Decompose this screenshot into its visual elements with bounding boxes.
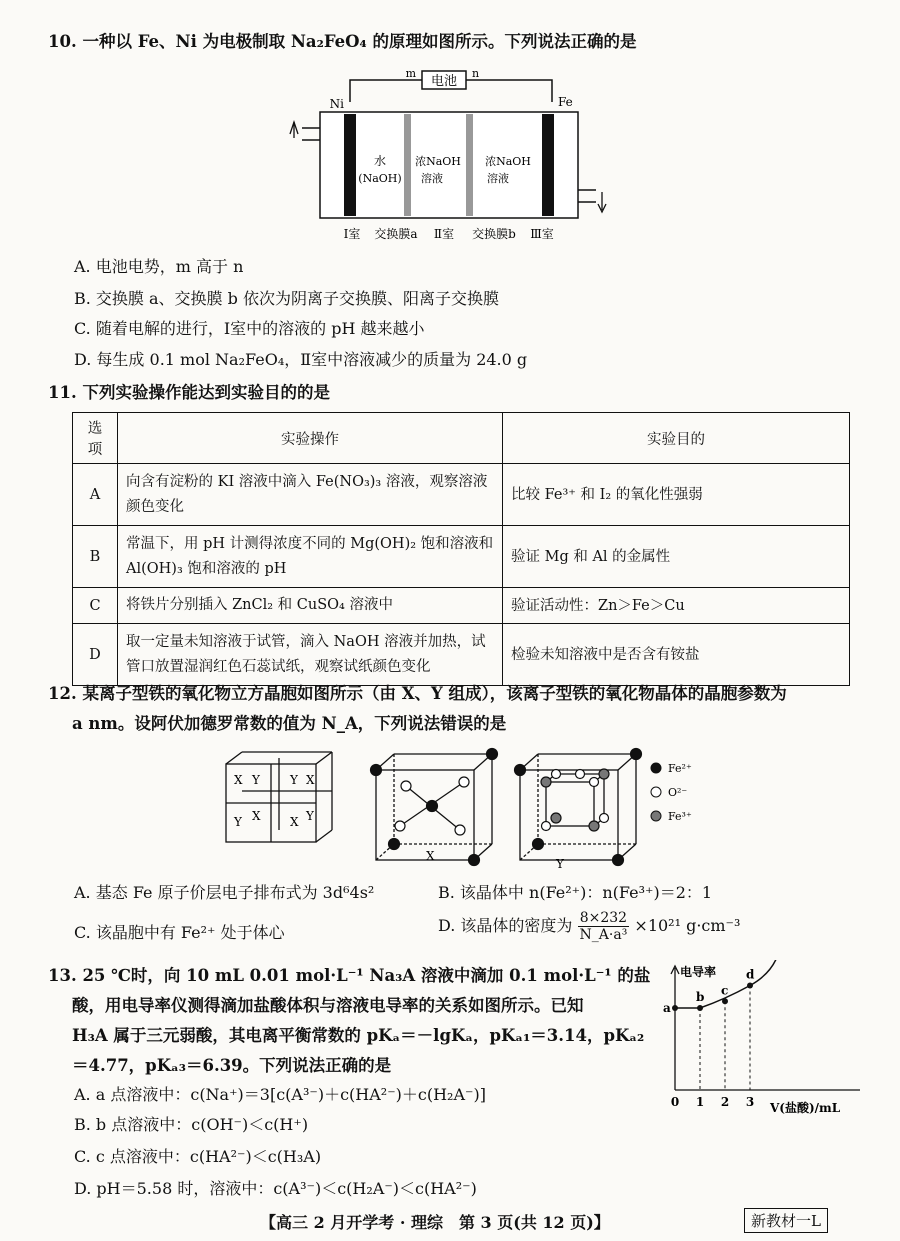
q13-title-2: 酸，用电导率仪测得滴加盐酸体积与溶液电导率的关系如图所示。已知 bbox=[72, 996, 584, 1015]
cube-x1: X bbox=[234, 773, 243, 787]
label-membrane-b: 交换膜b bbox=[472, 227, 516, 241]
q13-option-a: A. a 点溶液中：c(Na⁺)＝3[c(A³⁻)＋c(HA²⁻)＋c(H₂A⁻)] bbox=[74, 1085, 486, 1104]
room1-text2: (NaOH) bbox=[358, 172, 402, 185]
battery-m: m bbox=[405, 67, 416, 80]
table-row bbox=[73, 464, 850, 526]
q13-title-4: ＝4.77，pKₐ₃＝6.39。下列说法正确的是 bbox=[72, 1056, 392, 1075]
membrane-a bbox=[404, 114, 411, 216]
row-option: D bbox=[73, 624, 118, 686]
cube-y2: Y bbox=[290, 773, 298, 787]
header-option: 选项 bbox=[73, 413, 118, 464]
header-purpose: 实验目的 bbox=[503, 413, 850, 464]
cube-y1: Y bbox=[252, 773, 260, 787]
label-room1: Ⅰ室 bbox=[343, 227, 361, 241]
point-label-a: a bbox=[663, 1001, 671, 1015]
q12-option-b: B. 该晶体中 n(Fe²⁺)：n(Fe³⁺)＝2：1 bbox=[438, 883, 713, 902]
q12-option-d bbox=[438, 910, 740, 943]
cube-y4: Y bbox=[306, 809, 314, 823]
fe-label: Fe bbox=[558, 95, 573, 109]
q13-option-c: C. c 点溶液中：c(HA²⁻)＜c(H₃A) bbox=[74, 1147, 322, 1166]
y-axis-label: 电导率 bbox=[680, 965, 717, 979]
row-purpose: 验证 Mg 和 Al 的金属性 bbox=[503, 526, 850, 588]
legend-fe3-icon bbox=[651, 811, 661, 821]
fraction-numerator: 8×232 bbox=[578, 910, 630, 927]
x-axis-label: V(盐酸)/mL bbox=[770, 1101, 841, 1115]
data-point-c bbox=[722, 998, 728, 1004]
legend-fe2: Fe²⁺ bbox=[668, 762, 692, 775]
q12-option-c: C. 该晶胞中有 Fe²⁺ 处于体心 bbox=[74, 923, 285, 942]
row-option: B bbox=[73, 526, 118, 588]
table-row bbox=[73, 526, 850, 588]
row-purpose: 检验未知溶液中是否含有铵盐 bbox=[503, 624, 850, 686]
row-purpose: 比较 Fe³⁺ 和 I₂ 的氧化性强弱 bbox=[503, 464, 850, 526]
row-operation: 常温下，用 pH 计测得浓度不同的 Mg(OH)₂ 饱和溶液和 Al(OH)₃ 饱和溶液的 pH bbox=[118, 526, 503, 588]
row-operation: 向含有淀粉的 KI 溶液中滴入 Fe(NO₃)₃ 溶液，观察溶液颜色变化 bbox=[118, 464, 503, 526]
ni-electrode bbox=[344, 114, 356, 216]
q13-option-b: B. b 点溶液中：c(OH⁻)＜c(H⁺) bbox=[74, 1115, 309, 1134]
q10-title: 10. 一种以 Fe、Ni 为电极制取 Na₂FeO₄ 的原理如图所示。下列说法正确的是 bbox=[48, 32, 637, 51]
q13-title-1: 13. 25 ℃时，向 10 mL 0.01 mol·L⁻¹ Na₃A 溶液中滴加 0.1 mol·L⁻¹ 的盐 bbox=[48, 966, 651, 985]
crystal-legend bbox=[651, 762, 692, 823]
fraction-denominator: N_A·a³ bbox=[579, 927, 628, 943]
q12-d-prefix: D. 该晶体的密度为 bbox=[438, 916, 573, 935]
point-label-c: c bbox=[721, 983, 729, 998]
q10-option-a: A. 电池电势，m 高于 n bbox=[74, 257, 244, 276]
room3-text2: 溶液 bbox=[487, 172, 509, 185]
q10-option-b: B. 交换膜 a、交换膜 b 依次为阴离子交换膜、阳离子交换膜 bbox=[74, 289, 499, 308]
experiment-table bbox=[72, 412, 850, 686]
q13-title-3: H₃A 属于三元弱酸，其电离平衡常数的 pKₐ＝－lgKₐ，pKₐ₁＝3.14，pKₐ₂ bbox=[72, 1026, 645, 1045]
room2-text1: 浓NaOH bbox=[415, 155, 461, 168]
membrane-b bbox=[466, 114, 473, 216]
q13-option-d: D. pH＝5.58 时，溶液中：c(A³⁻)＜c(H₂A⁻)＜c(HA²⁻) bbox=[74, 1179, 477, 1198]
cube-x2: X bbox=[306, 773, 315, 787]
x-tick-label: 0 bbox=[670, 1095, 680, 1109]
x-tick-label: 2 bbox=[720, 1095, 730, 1109]
data-point-a bbox=[672, 1005, 678, 1011]
q10-option-d: D. 每生成 0.1 mol Na₂FeO₄，Ⅱ室中溶液减少的质量为 24.0 g bbox=[74, 350, 528, 369]
data-point-b bbox=[697, 1005, 703, 1011]
edition-tag: 新教材一L bbox=[744, 1208, 828, 1233]
label-room2: Ⅱ室 bbox=[433, 227, 455, 241]
density-fraction bbox=[578, 910, 630, 943]
cube-y3: Y bbox=[234, 815, 242, 829]
label-y: Y bbox=[556, 857, 564, 870]
table-row bbox=[73, 624, 850, 686]
row-option: A bbox=[73, 464, 118, 526]
page-footer: 【高三 2 月开学考 · 理综 第 3 页(共 12 页)】 bbox=[260, 1213, 610, 1232]
q11-title: 11. 下列实验操作能达到实验目的的是 bbox=[48, 383, 330, 402]
label-room3: Ⅲ室 bbox=[530, 227, 554, 241]
q12-d-suffix: ×10²¹ g·cm⁻³ bbox=[634, 916, 741, 935]
legend-o2-icon bbox=[651, 787, 661, 797]
battery-n: n bbox=[472, 67, 480, 80]
table-row bbox=[73, 588, 850, 624]
point-label-d: d bbox=[746, 967, 755, 982]
fe-electrode bbox=[542, 114, 554, 216]
q12-title-1: 12. 某离子型铁的氧化物立方晶胞如图所示（由 X、Y 组成），该离子型铁的氧化物晶体的晶胞参数为 bbox=[48, 684, 787, 703]
data-point-d bbox=[747, 983, 753, 989]
ni-label: Ni bbox=[329, 97, 344, 111]
crystal-diagram bbox=[220, 742, 720, 870]
electrolysis-diagram bbox=[280, 62, 610, 252]
conductivity-chart bbox=[650, 960, 870, 1120]
battery-label: 电池 bbox=[430, 74, 458, 89]
cube-x3: X bbox=[252, 809, 261, 823]
row-option: C bbox=[73, 588, 118, 624]
cube-x4: X bbox=[290, 815, 299, 829]
row-purpose: 验证活动性：Zn＞Fe＞Cu bbox=[503, 588, 850, 624]
legend-o2: O²⁻ bbox=[668, 786, 688, 799]
label-x: X bbox=[426, 849, 435, 863]
row-operation: 取一定量未知溶液于试管，滴入 NaOH 溶液并加热，试管口放置湿润红色石蕊试纸，观察试纸颜色变化 bbox=[118, 624, 503, 686]
room1-text1: 水 bbox=[373, 154, 387, 168]
legend-fe3: Fe³⁺ bbox=[668, 810, 692, 823]
room2-text2: 溶液 bbox=[421, 172, 443, 185]
header-operation: 实验操作 bbox=[118, 413, 503, 464]
room3-text1: 浓NaOH bbox=[485, 155, 531, 168]
x-tick-label: 1 bbox=[695, 1095, 705, 1109]
q10-option-c: C. 随着电解的进行，Ⅰ室中的溶液的 pH 越来越小 bbox=[74, 319, 425, 338]
row-operation: 将铁片分别插入 ZnCl₂ 和 CuSO₄ 溶液中 bbox=[118, 588, 503, 624]
table-header-row bbox=[73, 413, 850, 464]
q12-title-2: a nm。设阿伏加德罗常数的值为 N_A，下列说法错误的是 bbox=[72, 714, 507, 733]
q12-option-a: A. 基态 Fe 原子价层电子排布式为 3d⁶4s² bbox=[74, 883, 375, 902]
label-membrane-a: 交换膜a bbox=[374, 227, 418, 241]
x-tick-label: 3 bbox=[745, 1095, 755, 1109]
point-label-b: b bbox=[696, 990, 705, 1004]
legend-fe2-icon bbox=[651, 763, 661, 773]
